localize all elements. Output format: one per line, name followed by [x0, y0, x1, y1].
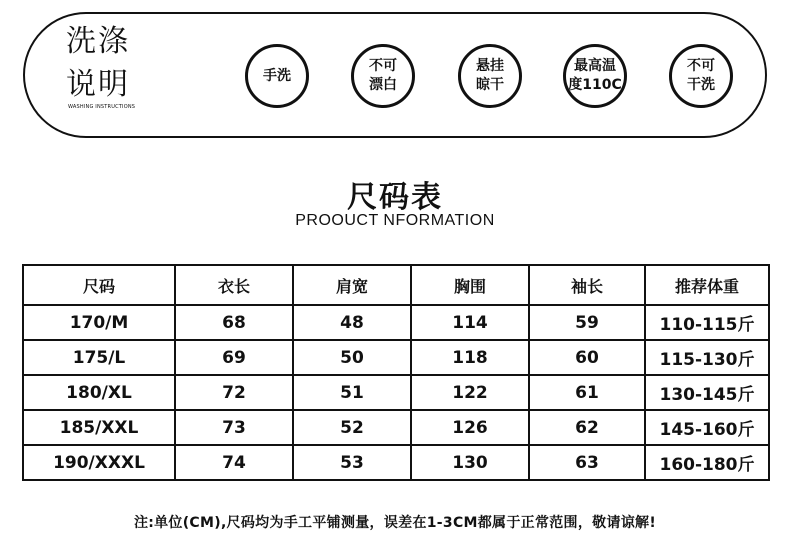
size-table: [22, 264, 770, 481]
cell-length: 68: [175, 305, 293, 340]
cell-sleeve: 61: [529, 375, 645, 410]
cell-chest: 118: [411, 340, 529, 375]
header-weight: 推荐体重: [645, 265, 769, 305]
washing-subtitle: WASHING INSTRUCTIONS: [68, 104, 136, 110]
cell-weight: 115-130斤: [645, 340, 769, 375]
cell-shoulder: 50: [293, 340, 411, 375]
cell-sleeve: 63: [529, 445, 645, 480]
max-temp-icon: [563, 44, 627, 108]
washing-title: 洗涤 说明: [66, 24, 130, 102]
hang-dry-icon: [458, 44, 522, 108]
cell-length: 73: [175, 410, 293, 445]
no-dry-clean-label: 不可 干洗: [687, 58, 715, 93]
hand-wash-icon: [245, 44, 309, 108]
cell-sleeve: 62: [529, 410, 645, 445]
header-shoulder: 肩宽: [293, 265, 411, 305]
cell-weight: 110-115斤: [645, 305, 769, 340]
header-size: 尺码: [23, 265, 175, 305]
no-dry-clean-icon: [669, 44, 733, 108]
cell-weight: 130-145斤: [645, 375, 769, 410]
cell-shoulder: 53: [293, 445, 411, 480]
cell-weight: 145-160斤: [645, 410, 769, 445]
hand-wash-label: 手洗: [263, 67, 291, 84]
cell-shoulder: 51: [293, 375, 411, 410]
size-chart-title: 尺码表: [347, 180, 443, 215]
cell-shoulder: 52: [293, 410, 411, 445]
table-row: [23, 410, 769, 445]
header-sleeve: 袖长: [529, 265, 645, 305]
cell-length: 69: [175, 340, 293, 375]
no-bleach-label: 不可 漂白: [369, 58, 397, 93]
cell-sleeve: 59: [529, 305, 645, 340]
cell-shoulder: 48: [293, 305, 411, 340]
cell-chest: 130: [411, 445, 529, 480]
size-chart-subtitle: PROOUCT NFORMATION: [295, 212, 495, 229]
table-row: [23, 375, 769, 410]
measurement-note: 注:单位(CM),尺码均为手工平铺测量，误差在1-3CM都属于正常范围，敬请谅解!: [133, 515, 657, 531]
cell-size: 175/L: [23, 340, 175, 375]
hang-dry-label: 悬挂 晾干: [476, 58, 504, 93]
cell-chest: 114: [411, 305, 529, 340]
cell-length: 74: [175, 445, 293, 480]
table-row: [23, 445, 769, 480]
max-temp-label: 最高温 度110C: [568, 58, 622, 93]
cell-weight: 160-180斤: [645, 445, 769, 480]
header-length: 衣长: [175, 265, 293, 305]
table-row: [23, 340, 769, 375]
cell-chest: 126: [411, 410, 529, 445]
header-chest: 胸围: [411, 265, 529, 305]
no-bleach-icon: [351, 44, 415, 108]
cell-size: 185/XXL: [23, 410, 175, 445]
cell-size: 180/XL: [23, 375, 175, 410]
cell-length: 72: [175, 375, 293, 410]
cell-size: 190/XXXL: [23, 445, 175, 480]
cell-sleeve: 60: [529, 340, 645, 375]
cell-chest: 122: [411, 375, 529, 410]
table-header-row: [23, 265, 769, 305]
table-row: [23, 305, 769, 340]
cell-size: 170/M: [23, 305, 175, 340]
